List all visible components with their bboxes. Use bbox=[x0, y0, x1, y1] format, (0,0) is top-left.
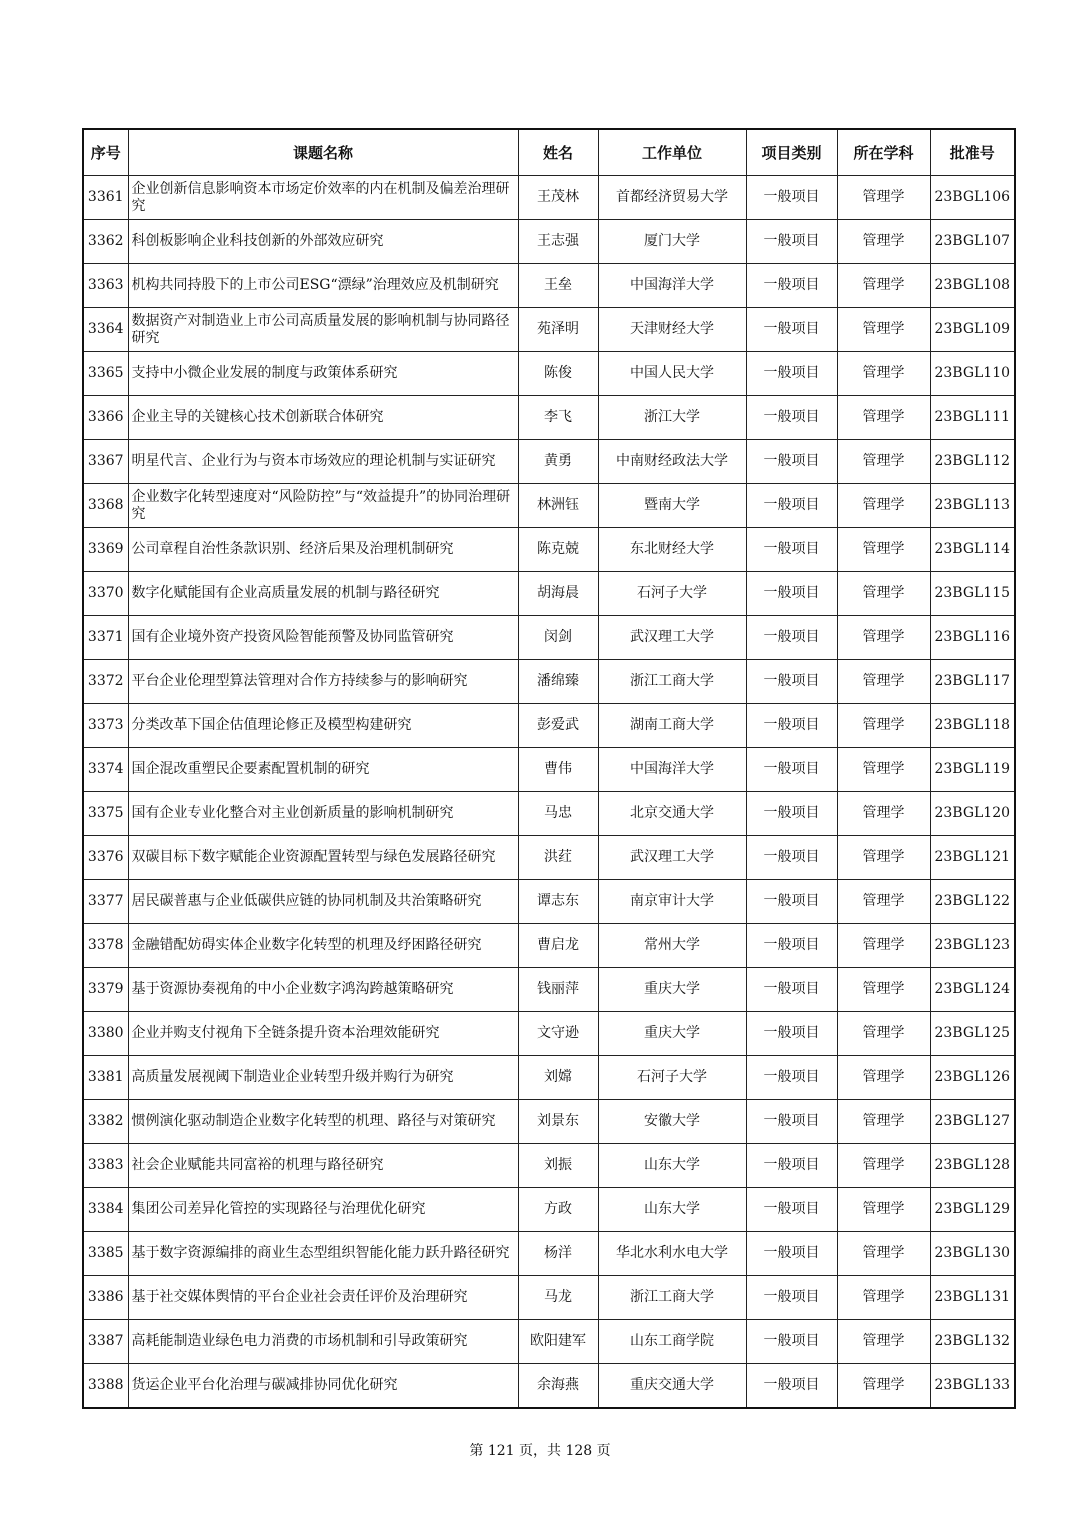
cell-name: 陈俊 bbox=[518, 352, 598, 396]
table-row bbox=[83, 572, 1015, 616]
cell-discipline: 管理学 bbox=[837, 440, 930, 484]
cell-category: 一般项目 bbox=[746, 1056, 837, 1100]
cell-category: 一般项目 bbox=[746, 1232, 837, 1276]
cell-seq: 3369 bbox=[83, 528, 128, 572]
table-row bbox=[83, 352, 1015, 396]
cell-discipline: 管理学 bbox=[837, 1056, 930, 1100]
header-name: 姓名 bbox=[518, 129, 598, 176]
cell-unit: 厦门大学 bbox=[598, 220, 746, 264]
cell-category: 一般项目 bbox=[746, 1100, 837, 1144]
cell-category: 一般项目 bbox=[746, 616, 837, 660]
table-row bbox=[83, 1320, 1015, 1364]
cell-title: 数据资产对制造业上市公司高质量发展的影响机制与协同路径研究 bbox=[128, 308, 518, 352]
cell-title: 基于社交媒体舆情的平台企业社会责任评价及治理研究 bbox=[128, 1276, 518, 1320]
cell-title: 科创板影响企业科技创新的外部效应研究 bbox=[128, 220, 518, 264]
page-footer: 第 121 页，共 128 页 bbox=[469, 1443, 611, 1459]
cell-discipline: 管理学 bbox=[837, 1364, 930, 1409]
cell-discipline: 管理学 bbox=[837, 220, 930, 264]
cell-unit: 华北水利水电大学 bbox=[598, 1232, 746, 1276]
cell-discipline: 管理学 bbox=[837, 1012, 930, 1056]
header-unit: 工作单位 bbox=[598, 129, 746, 176]
cell-discipline: 管理学 bbox=[837, 1144, 930, 1188]
cell-unit: 北京交通大学 bbox=[598, 792, 746, 836]
cell-unit: 重庆大学 bbox=[598, 1012, 746, 1056]
cell-category: 一般项目 bbox=[746, 440, 837, 484]
cell-approval-no: 23BGL114 bbox=[930, 528, 1015, 572]
cell-title: 数字化赋能国有企业高质量发展的机制与路径研究 bbox=[128, 572, 518, 616]
table-row bbox=[83, 704, 1015, 748]
cell-seq: 3371 bbox=[83, 616, 128, 660]
cell-category: 一般项目 bbox=[746, 220, 837, 264]
cell-discipline: 管理学 bbox=[837, 1320, 930, 1364]
table-row bbox=[83, 1188, 1015, 1232]
table-row bbox=[83, 836, 1015, 880]
cell-name: 刘景东 bbox=[518, 1100, 598, 1144]
cell-discipline: 管理学 bbox=[837, 264, 930, 308]
cell-unit: 湖南工商大学 bbox=[598, 704, 746, 748]
cell-seq: 3365 bbox=[83, 352, 128, 396]
cell-discipline: 管理学 bbox=[837, 528, 930, 572]
cell-name: 陈克兢 bbox=[518, 528, 598, 572]
cell-seq: 3388 bbox=[83, 1364, 128, 1409]
cell-seq: 3362 bbox=[83, 220, 128, 264]
cell-approval-no: 23BGL118 bbox=[930, 704, 1015, 748]
cell-approval-no: 23BGL133 bbox=[930, 1364, 1015, 1409]
cell-name: 马忠 bbox=[518, 792, 598, 836]
cell-seq: 3380 bbox=[83, 1012, 128, 1056]
cell-name: 刘振 bbox=[518, 1144, 598, 1188]
cell-name: 王垒 bbox=[518, 264, 598, 308]
cell-title: 企业主导的关键核心技术创新联合体研究 bbox=[128, 396, 518, 440]
table-row bbox=[83, 528, 1015, 572]
cell-seq: 3370 bbox=[83, 572, 128, 616]
cell-category: 一般项目 bbox=[746, 176, 837, 220]
cell-title: 国有企业专业化整合对主业创新质量的影响机制研究 bbox=[128, 792, 518, 836]
table-row bbox=[83, 924, 1015, 968]
cell-unit: 武汉理工大学 bbox=[598, 836, 746, 880]
cell-category: 一般项目 bbox=[746, 1012, 837, 1056]
cell-discipline: 管理学 bbox=[837, 968, 930, 1012]
cell-name: 潘绵臻 bbox=[518, 660, 598, 704]
cell-category: 一般项目 bbox=[746, 880, 837, 924]
table-header-row bbox=[83, 129, 1015, 176]
cell-seq: 3372 bbox=[83, 660, 128, 704]
cell-discipline: 管理学 bbox=[837, 1100, 930, 1144]
cell-title: 惯例演化驱动制造企业数字化转型的机理、路径与对策研究 bbox=[128, 1100, 518, 1144]
header-discipline: 所在学科 bbox=[837, 129, 930, 176]
cell-seq: 3382 bbox=[83, 1100, 128, 1144]
cell-category: 一般项目 bbox=[746, 264, 837, 308]
cell-seq: 3383 bbox=[83, 1144, 128, 1188]
cell-name: 杨洋 bbox=[518, 1232, 598, 1276]
cell-discipline: 管理学 bbox=[837, 836, 930, 880]
cell-unit: 暨南大学 bbox=[598, 484, 746, 528]
table-row bbox=[83, 308, 1015, 352]
cell-unit: 中国海洋大学 bbox=[598, 748, 746, 792]
cell-title: 双碳目标下数字赋能企业资源配置转型与绿色发展路径研究 bbox=[128, 836, 518, 880]
cell-unit: 南京审计大学 bbox=[598, 880, 746, 924]
cell-discipline: 管理学 bbox=[837, 616, 930, 660]
cell-unit: 山东大学 bbox=[598, 1188, 746, 1232]
cell-title: 高耗能制造业绿色电力消费的市场机制和引导政策研究 bbox=[128, 1320, 518, 1364]
cell-unit: 山东工商学院 bbox=[598, 1320, 746, 1364]
cell-approval-no: 23BGL122 bbox=[930, 880, 1015, 924]
table-row bbox=[83, 616, 1015, 660]
cell-name: 马龙 bbox=[518, 1276, 598, 1320]
cell-discipline: 管理学 bbox=[837, 396, 930, 440]
cell-seq: 3381 bbox=[83, 1056, 128, 1100]
cell-category: 一般项目 bbox=[746, 1320, 837, 1364]
cell-discipline: 管理学 bbox=[837, 792, 930, 836]
cell-title: 机构共同持股下的上市公司ESG“漂绿”治理效应及机制研究 bbox=[128, 264, 518, 308]
cell-unit: 中南财经政法大学 bbox=[598, 440, 746, 484]
cell-name: 刘嫦 bbox=[518, 1056, 598, 1100]
cell-discipline: 管理学 bbox=[837, 1232, 930, 1276]
cell-title: 分类改革下国企估值理论修正及模型构建研究 bbox=[128, 704, 518, 748]
cell-category: 一般项目 bbox=[746, 572, 837, 616]
cell-name: 曹伟 bbox=[518, 748, 598, 792]
cell-approval-no: 23BGL131 bbox=[930, 1276, 1015, 1320]
cell-category: 一般项目 bbox=[746, 748, 837, 792]
cell-category: 一般项目 bbox=[746, 968, 837, 1012]
table-row bbox=[83, 264, 1015, 308]
project-table bbox=[82, 128, 1016, 1409]
table-row bbox=[83, 1276, 1015, 1320]
cell-name: 闵剑 bbox=[518, 616, 598, 660]
table-row bbox=[83, 1012, 1015, 1056]
cell-discipline: 管理学 bbox=[837, 484, 930, 528]
cell-category: 一般项目 bbox=[746, 1188, 837, 1232]
cell-category: 一般项目 bbox=[746, 352, 837, 396]
header-title: 课题名称 bbox=[128, 129, 518, 176]
cell-category: 一般项目 bbox=[746, 484, 837, 528]
cell-seq: 3376 bbox=[83, 836, 128, 880]
cell-category: 一般项目 bbox=[746, 308, 837, 352]
table-row bbox=[83, 1056, 1015, 1100]
cell-name: 方政 bbox=[518, 1188, 598, 1232]
cell-approval-no: 23BGL108 bbox=[930, 264, 1015, 308]
cell-seq: 3367 bbox=[83, 440, 128, 484]
cell-title: 国企混改重塑民企要素配置机制的研究 bbox=[128, 748, 518, 792]
cell-discipline: 管理学 bbox=[837, 924, 930, 968]
cell-unit: 山东大学 bbox=[598, 1144, 746, 1188]
cell-seq: 3385 bbox=[83, 1232, 128, 1276]
table-row bbox=[83, 440, 1015, 484]
table-row bbox=[83, 176, 1015, 220]
cell-unit: 石河子大学 bbox=[598, 572, 746, 616]
cell-name: 李飞 bbox=[518, 396, 598, 440]
cell-category: 一般项目 bbox=[746, 704, 837, 748]
header-seq: 序号 bbox=[83, 129, 128, 176]
cell-name: 苑泽明 bbox=[518, 308, 598, 352]
table-row bbox=[83, 880, 1015, 924]
cell-unit: 中国海洋大学 bbox=[598, 264, 746, 308]
cell-title: 高质量发展视阈下制造业企业转型升级并购行为研究 bbox=[128, 1056, 518, 1100]
cell-category: 一般项目 bbox=[746, 660, 837, 704]
table-row bbox=[83, 1144, 1015, 1188]
cell-approval-no: 23BGL117 bbox=[930, 660, 1015, 704]
cell-approval-no: 23BGL129 bbox=[930, 1188, 1015, 1232]
cell-unit: 常州大学 bbox=[598, 924, 746, 968]
cell-approval-no: 23BGL111 bbox=[930, 396, 1015, 440]
cell-title: 国有企业境外资产投资风险智能预警及协同监管研究 bbox=[128, 616, 518, 660]
cell-approval-no: 23BGL123 bbox=[930, 924, 1015, 968]
cell-discipline: 管理学 bbox=[837, 660, 930, 704]
cell-seq: 3384 bbox=[83, 1188, 128, 1232]
cell-category: 一般项目 bbox=[746, 836, 837, 880]
cell-approval-no: 23BGL128 bbox=[930, 1144, 1015, 1188]
table-row bbox=[83, 1100, 1015, 1144]
cell-unit: 重庆交通大学 bbox=[598, 1364, 746, 1409]
cell-seq: 3368 bbox=[83, 484, 128, 528]
cell-seq: 3366 bbox=[83, 396, 128, 440]
table-row bbox=[83, 220, 1015, 264]
cell-title: 居民碳普惠与企业低碳供应链的协同机制及共治策略研究 bbox=[128, 880, 518, 924]
cell-name: 胡海晨 bbox=[518, 572, 598, 616]
cell-approval-no: 23BGL113 bbox=[930, 484, 1015, 528]
cell-unit: 浙江工商大学 bbox=[598, 660, 746, 704]
cell-name: 欧阳建军 bbox=[518, 1320, 598, 1364]
cell-discipline: 管理学 bbox=[837, 1276, 930, 1320]
table-row bbox=[83, 396, 1015, 440]
cell-approval-no: 23BGL112 bbox=[930, 440, 1015, 484]
cell-seq: 3375 bbox=[83, 792, 128, 836]
header-category: 项目类别 bbox=[746, 129, 837, 176]
cell-unit: 东北财经大学 bbox=[598, 528, 746, 572]
cell-approval-no: 23BGL115 bbox=[930, 572, 1015, 616]
cell-name: 黄勇 bbox=[518, 440, 598, 484]
cell-approval-no: 23BGL119 bbox=[930, 748, 1015, 792]
cell-seq: 3364 bbox=[83, 308, 128, 352]
cell-name: 洪荭 bbox=[518, 836, 598, 880]
cell-approval-no: 23BGL126 bbox=[930, 1056, 1015, 1100]
cell-title: 平台企业伦理型算法管理对合作方持续参与的影响研究 bbox=[128, 660, 518, 704]
cell-unit: 浙江工商大学 bbox=[598, 1276, 746, 1320]
cell-title: 社会企业赋能共同富裕的机理与路径研究 bbox=[128, 1144, 518, 1188]
cell-name: 钱丽萍 bbox=[518, 968, 598, 1012]
cell-unit: 石河子大学 bbox=[598, 1056, 746, 1100]
cell-seq: 3378 bbox=[83, 924, 128, 968]
cell-discipline: 管理学 bbox=[837, 352, 930, 396]
cell-unit: 武汉理工大学 bbox=[598, 616, 746, 660]
cell-discipline: 管理学 bbox=[837, 176, 930, 220]
cell-category: 一般项目 bbox=[746, 1144, 837, 1188]
table-row bbox=[83, 968, 1015, 1012]
cell-name: 王茂林 bbox=[518, 176, 598, 220]
cell-approval-no: 23BGL130 bbox=[930, 1232, 1015, 1276]
cell-seq: 3387 bbox=[83, 1320, 128, 1364]
table-row bbox=[83, 1232, 1015, 1276]
cell-unit: 安徽大学 bbox=[598, 1100, 746, 1144]
cell-title: 金融错配妨碍实体企业数字化转型的机理及纾困路径研究 bbox=[128, 924, 518, 968]
cell-unit: 重庆大学 bbox=[598, 968, 746, 1012]
table-row bbox=[83, 660, 1015, 704]
cell-category: 一般项目 bbox=[746, 1276, 837, 1320]
cell-discipline: 管理学 bbox=[837, 880, 930, 924]
cell-unit: 首都经济贸易大学 bbox=[598, 176, 746, 220]
cell-category: 一般项目 bbox=[746, 924, 837, 968]
cell-title: 企业数字化转型速度对“风险防控”与“效益提升”的协同治理研究 bbox=[128, 484, 518, 528]
cell-title: 支持中小微企业发展的制度与政策体系研究 bbox=[128, 352, 518, 396]
cell-seq: 3377 bbox=[83, 880, 128, 924]
cell-approval-no: 23BGL107 bbox=[930, 220, 1015, 264]
cell-category: 一般项目 bbox=[746, 528, 837, 572]
cell-approval-no: 23BGL132 bbox=[930, 1320, 1015, 1364]
cell-seq: 3363 bbox=[83, 264, 128, 308]
cell-title: 基于数字资源编排的商业生态型组织智能化能力跃升路径研究 bbox=[128, 1232, 518, 1276]
cell-title: 企业创新信息影响资本市场定价效率的内在机制及偏差治理研究 bbox=[128, 176, 518, 220]
table-row bbox=[83, 484, 1015, 528]
cell-approval-no: 23BGL106 bbox=[930, 176, 1015, 220]
cell-approval-no: 23BGL116 bbox=[930, 616, 1015, 660]
cell-title: 公司章程自治性条款识别、经济后果及治理机制研究 bbox=[128, 528, 518, 572]
cell-name: 王志强 bbox=[518, 220, 598, 264]
cell-name: 文守逊 bbox=[518, 1012, 598, 1056]
cell-discipline: 管理学 bbox=[837, 748, 930, 792]
cell-approval-no: 23BGL109 bbox=[930, 308, 1015, 352]
cell-seq: 3373 bbox=[83, 704, 128, 748]
cell-unit: 浙江大学 bbox=[598, 396, 746, 440]
cell-seq: 3379 bbox=[83, 968, 128, 1012]
cell-name: 曹启龙 bbox=[518, 924, 598, 968]
table-row bbox=[83, 1364, 1015, 1409]
cell-title: 基于资源协奏视角的中小企业数字鸿沟跨越策略研究 bbox=[128, 968, 518, 1012]
cell-discipline: 管理学 bbox=[837, 572, 930, 616]
cell-name: 谭志东 bbox=[518, 880, 598, 924]
cell-seq: 3386 bbox=[83, 1276, 128, 1320]
cell-approval-no: 23BGL110 bbox=[930, 352, 1015, 396]
cell-name: 余海燕 bbox=[518, 1364, 598, 1409]
cell-title: 货运企业平台化治理与碳减排协同优化研究 bbox=[128, 1364, 518, 1409]
table-body bbox=[83, 176, 1015, 1409]
cell-unit: 中国人民大学 bbox=[598, 352, 746, 396]
header-approval-no: 批准号 bbox=[930, 129, 1015, 176]
cell-approval-no: 23BGL125 bbox=[930, 1012, 1015, 1056]
table-row bbox=[83, 792, 1015, 836]
cell-discipline: 管理学 bbox=[837, 308, 930, 352]
cell-name: 林洲钰 bbox=[518, 484, 598, 528]
cell-category: 一般项目 bbox=[746, 1364, 837, 1409]
cell-title: 企业并购支付视角下全链条提升资本治理效能研究 bbox=[128, 1012, 518, 1056]
cell-approval-no: 23BGL121 bbox=[930, 836, 1015, 880]
cell-seq: 3361 bbox=[83, 176, 128, 220]
cell-approval-no: 23BGL127 bbox=[930, 1100, 1015, 1144]
cell-category: 一般项目 bbox=[746, 396, 837, 440]
cell-approval-no: 23BGL124 bbox=[930, 968, 1015, 1012]
cell-approval-no: 23BGL120 bbox=[930, 792, 1015, 836]
cell-title: 明星代言、企业行为与资本市场效应的理论机制与实证研究 bbox=[128, 440, 518, 484]
cell-discipline: 管理学 bbox=[837, 704, 930, 748]
cell-unit: 天津财经大学 bbox=[598, 308, 746, 352]
cell-category: 一般项目 bbox=[746, 792, 837, 836]
cell-title: 集团公司差异化管控的实现路径与治理优化研究 bbox=[128, 1188, 518, 1232]
cell-seq: 3374 bbox=[83, 748, 128, 792]
table-row bbox=[83, 748, 1015, 792]
cell-discipline: 管理学 bbox=[837, 1188, 930, 1232]
cell-name: 彭爱武 bbox=[518, 704, 598, 748]
